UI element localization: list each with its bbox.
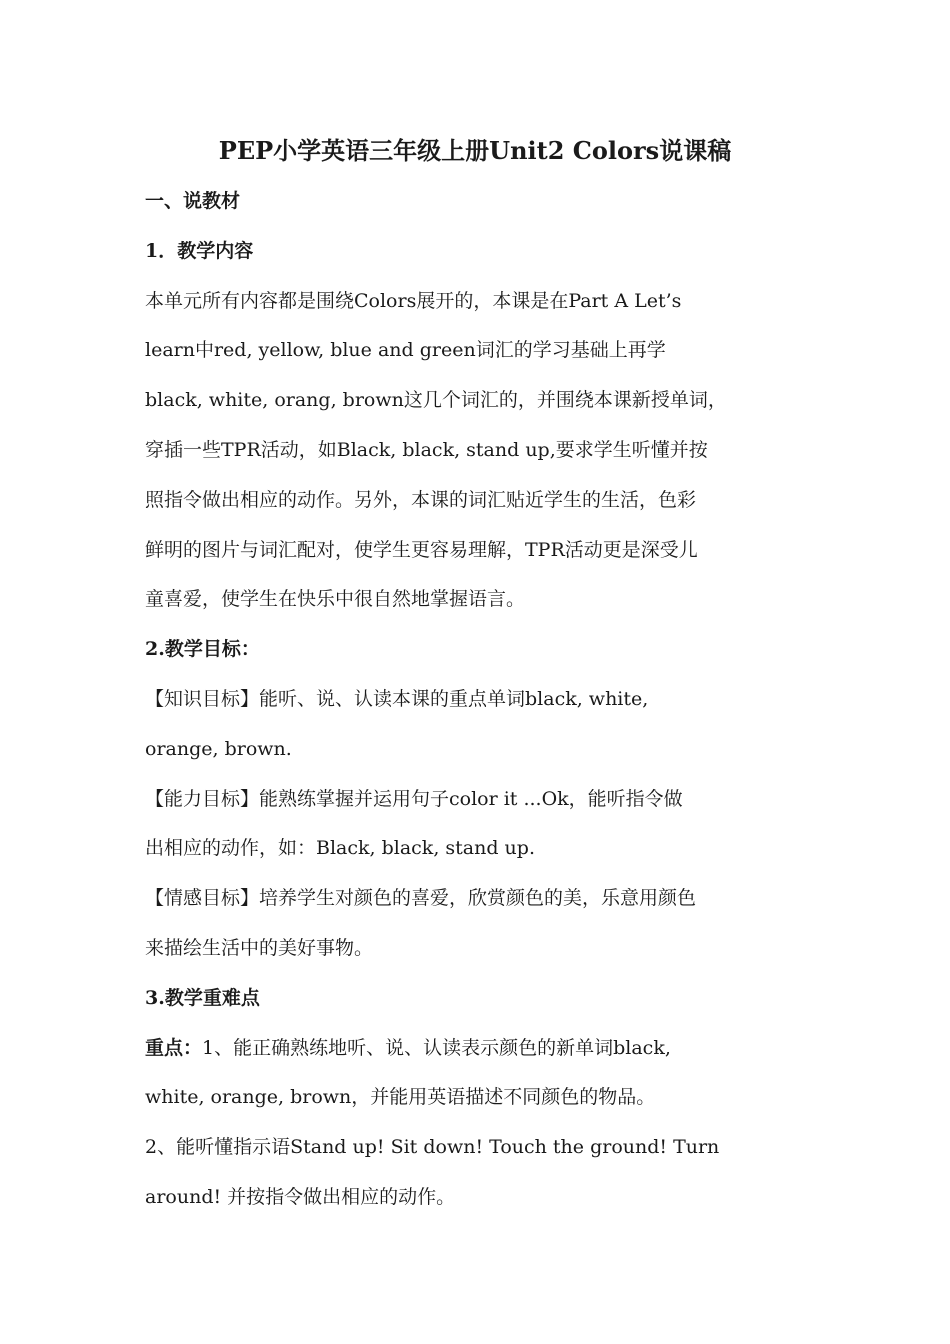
paragraph-line: white, orange, brown，并能用英语描述不同颜色的物品。 bbox=[145, 1086, 656, 1109]
inline-text: 1、能正确熟练地听、说、认读表示颜色的新单词black, bbox=[202, 1036, 671, 1059]
paragraph-line: 鲜明的图片与词汇配对，使学生更容易理解，TPR活动更是深受儿 bbox=[145, 538, 698, 561]
paragraph-line: 童喜爱，使学生在快乐中很自然地掌握语言。 bbox=[145, 588, 526, 611]
paragraph-line: 穿插一些TPR活动，如Black, black, stand up,要求学生听懂并按 bbox=[145, 438, 708, 461]
section-heading: 1．教学内容 bbox=[145, 239, 254, 262]
paragraph-line: orange, brown. bbox=[145, 737, 292, 760]
paragraph-line: 【情感目标】培养学生对颜色的喜爱，欣赏颜色的美，乐意用颜色 bbox=[145, 887, 697, 910]
paragraph-line: 本单元所有内容都是围绕Colors展开的，本课是在Part A Let’s bbox=[145, 289, 682, 312]
paragraph-line: 来描绘生活中的美好事物。 bbox=[145, 936, 374, 959]
paragraph-line: 出相应的动作，如：Black, black, stand up. bbox=[145, 837, 535, 860]
document-title: PEP小学英语三年级上册Unit2 Colors说课稿 bbox=[218, 136, 732, 165]
paragraph-line: 【能力目标】能熟练掌握并运用句子color it ...Ok，能听指令做 bbox=[145, 787, 683, 810]
paragraph-line: learn中red, yellow, blue and green词汇的学习基础上再学 bbox=[145, 339, 666, 362]
section-heading: 2.教学目标： bbox=[145, 638, 260, 661]
paragraph-line: 【知识目标】能听、说、认读本课的重点单词black, white, bbox=[145, 687, 649, 710]
document-body bbox=[145, 183, 815, 1229]
paragraph-line: black, white, orang, brown这几个词汇的，并围绕本课新授单词， bbox=[145, 389, 727, 412]
paragraph-line: 照指令做出相应的动作。另外，本课的词汇贴近学生的生活，色彩 bbox=[145, 488, 697, 511]
paragraph-line bbox=[145, 1030, 815, 1080]
inline-label: 重点： bbox=[145, 1036, 203, 1059]
section-heading: 3.教学重难点 bbox=[145, 986, 260, 1009]
paragraph-line: 2、能听懂指示语Stand up! Sit down! Touch the ground! Turn bbox=[145, 1136, 720, 1159]
paragraph-line: around! 并按指令做出相应的动作。 bbox=[145, 1185, 456, 1208]
section-heading: 一、说教材 bbox=[145, 190, 241, 212]
